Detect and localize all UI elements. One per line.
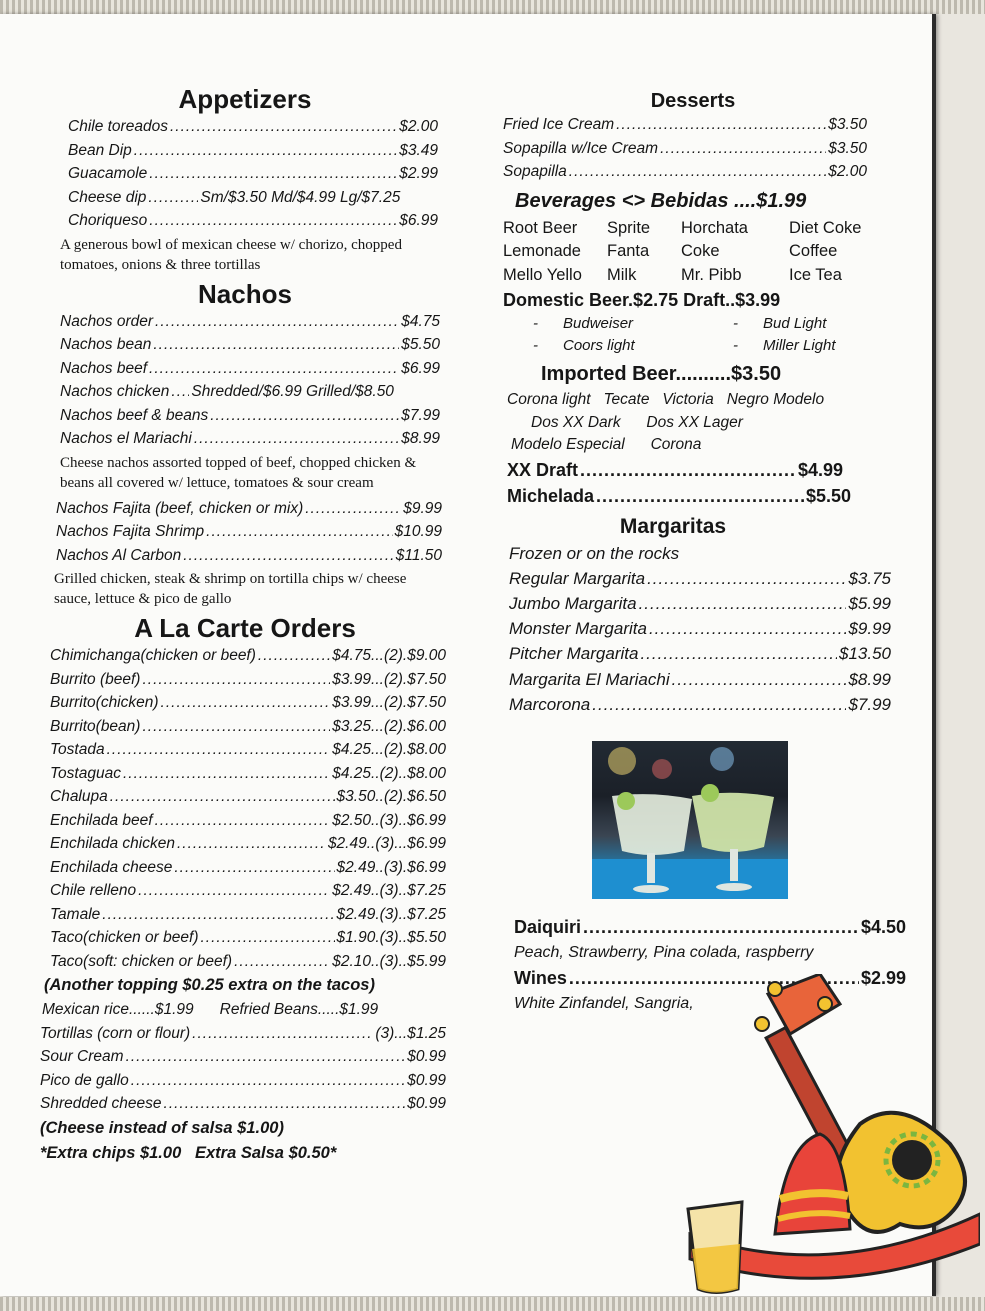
menu-item bbox=[50, 715, 446, 739]
menu-item bbox=[50, 879, 446, 903]
item-price: $1.90.(3)..$5.50 bbox=[336, 929, 446, 946]
item-price: $3.50..(2).$6.50 bbox=[336, 788, 446, 805]
menu-item: Nachos bean ..... $5.50 bbox=[60, 333, 440, 357]
desserts-heading: Desserts bbox=[650, 90, 736, 112]
item-price: $2.49.(3)..$7.25 bbox=[336, 905, 446, 923]
item-name: Enchilada beef bbox=[50, 811, 153, 829]
item-price: $4.25..(2)..$8.00 bbox=[332, 764, 446, 782]
menu-item: Cheese dip ..... Sm/$3.50 Md/$4.99 Lg/$7.25 bbox=[68, 186, 438, 210]
beverage-grid bbox=[503, 217, 903, 288]
menu-item bbox=[50, 644, 446, 668]
item-price: $2.50..(3)..$6.99 bbox=[332, 811, 446, 829]
item-price: $3.75 bbox=[848, 568, 891, 588]
leader-dots bbox=[138, 879, 330, 903]
nachos-heading: Nachos bbox=[198, 278, 292, 309]
leader-dots bbox=[592, 692, 846, 717]
item-name: Burrito(chicken) bbox=[50, 694, 159, 711]
menu-item bbox=[50, 785, 446, 809]
beverage-item: Mr. Pibb bbox=[681, 265, 742, 284]
menu-item bbox=[40, 1045, 446, 1069]
item-price: $5.99 bbox=[848, 593, 891, 613]
item-name: Pico de gallo bbox=[40, 1071, 129, 1089]
beverage-item: Sprite bbox=[607, 218, 651, 237]
menu-item bbox=[40, 1022, 446, 1046]
menu-item bbox=[50, 738, 446, 762]
menu-item: Guacamole ..... $2.99 bbox=[68, 162, 438, 186]
menu-item: Nachos order ..... $4.75 bbox=[60, 310, 440, 334]
beverage-item: Fanta bbox=[607, 242, 650, 260]
glass-icon bbox=[688, 1202, 742, 1293]
item-description: Grilled chicken, steak & shrimp on tortilla chips w/ cheese sauce, lettuce & pico de gallo bbox=[54, 571, 407, 607]
item-price: $0.99 bbox=[407, 1048, 446, 1065]
leader-dots bbox=[672, 667, 847, 692]
imported-beer-line: Corona light Tecate Victoria Negro Modelo bbox=[507, 391, 825, 408]
menu-item: Nachos chicken ..... Shredded/$6.99 Grilled/$8.50 bbox=[60, 380, 440, 404]
margaritas-subtitle: Frozen or on the rocks bbox=[509, 543, 680, 563]
menu-item bbox=[40, 1069, 446, 1093]
domestic-beer-item: Coors light bbox=[563, 337, 635, 354]
domestic-beer-item: Budweiser bbox=[563, 315, 634, 332]
beverages-heading: Beverages <> Bebidas ....$1.99 bbox=[515, 189, 807, 212]
leader-dots bbox=[123, 762, 330, 786]
item-price: $8.99 bbox=[848, 669, 891, 689]
menu-item: Nachos Al Carbon ..... $11.50 bbox=[56, 544, 442, 568]
menu-item bbox=[509, 616, 891, 641]
rice-beans-row bbox=[42, 998, 442, 1022]
sides-list bbox=[40, 1022, 446, 1116]
leader-dots bbox=[131, 1069, 405, 1093]
item-name: Jumbo Margarita bbox=[509, 593, 637, 613]
item-name: Taco(soft: chicken or beef) bbox=[50, 952, 233, 970]
item-price: (3)...$1.25 bbox=[375, 1024, 446, 1042]
topping-note: (Another topping $0.25 extra on the tacos) bbox=[44, 976, 375, 994]
item-price: $7.99 bbox=[848, 694, 891, 714]
daiquiri: Daiquiri ..... $4.50 bbox=[514, 914, 906, 940]
menu-item: Choriqueso ..... $6.99 bbox=[68, 209, 438, 233]
leader-dots bbox=[174, 856, 334, 880]
leader-dots bbox=[155, 809, 331, 833]
item-name: Sour Cream bbox=[40, 1048, 124, 1065]
menu-item bbox=[509, 591, 891, 616]
menu-item bbox=[509, 641, 891, 666]
menu-item: Fried Ice Cream ..... $3.50 bbox=[503, 113, 867, 137]
margarita-list bbox=[509, 566, 891, 718]
item-description: Cheese nachos assorted topped of beef, chopped chicken & beans all covered w/ lettuce, tomatoes & sour cream bbox=[60, 454, 417, 491]
item-name: Tostada bbox=[50, 741, 105, 758]
menu-item: Nachos el Mariachi ..... $8.99 bbox=[60, 427, 440, 451]
refried-beans: Refried Beans.....$1.99 bbox=[219, 1001, 379, 1018]
item-price: $4.75...(2).$9.00 bbox=[332, 647, 446, 664]
alacarte-heading: A La Carte Orders bbox=[134, 613, 356, 643]
menu-item: Nachos Fajita Shrimp ..... $10.99 bbox=[56, 520, 442, 544]
item-name: Chalupa bbox=[50, 788, 108, 805]
item-name: Tostaguac bbox=[50, 764, 121, 782]
cheese-note: (Cheese instead of salsa $1.00) bbox=[40, 1118, 284, 1137]
domestic-beer-item: Bud Light bbox=[763, 315, 827, 332]
item-name: Shredded cheese bbox=[40, 1095, 162, 1112]
leader-dots bbox=[192, 1022, 373, 1046]
leader-dots bbox=[639, 591, 847, 616]
menu-item bbox=[509, 692, 891, 717]
leader-dots bbox=[258, 644, 330, 668]
item-name: Marcorona bbox=[509, 694, 591, 714]
beverage-item: Diet Coke bbox=[789, 218, 862, 237]
menu-item: Nachos beef ..... $6.99 bbox=[60, 357, 440, 381]
item-price: $3.25...(2).$6.00 bbox=[332, 717, 446, 735]
item-name: Chimichanga(chicken or beef) bbox=[50, 647, 256, 664]
menu-item bbox=[50, 950, 446, 974]
mexican-rice: Mexican rice......$1.99 bbox=[42, 1001, 194, 1018]
domestic-beer-item: - bbox=[733, 315, 738, 332]
menu-item bbox=[50, 926, 446, 950]
wines: Wines ..... $2.99 bbox=[514, 965, 906, 991]
margaritas-heading: Margaritas bbox=[619, 514, 727, 538]
left-column bbox=[40, 84, 450, 1166]
menu-item bbox=[509, 566, 891, 591]
item-price: $2.49..(3).$6.99 bbox=[336, 858, 446, 876]
beverage-item: Coke bbox=[681, 242, 720, 260]
item-name: Chile relleno bbox=[50, 882, 137, 899]
item-price: $3.99...(2).$7.50 bbox=[332, 670, 446, 688]
page-edge-top bbox=[0, 0, 985, 14]
menu-item: Sopapilla ..... $2.00 bbox=[503, 160, 867, 184]
right-column bbox=[503, 90, 903, 717]
menu-item bbox=[509, 667, 891, 692]
menu-item bbox=[50, 668, 446, 692]
menu-item bbox=[50, 832, 446, 856]
item-name: Tamale bbox=[50, 905, 101, 923]
leader-dots bbox=[126, 1045, 406, 1069]
item-name: Burrito (beef) bbox=[50, 670, 141, 688]
item-name: Margarita El Mariachi bbox=[509, 669, 670, 689]
page-edge-bottom bbox=[0, 1297, 985, 1311]
leader-dots bbox=[107, 738, 331, 762]
leader-dots bbox=[161, 691, 331, 715]
menu-item bbox=[50, 809, 446, 833]
menu-item bbox=[40, 1092, 446, 1116]
item-name: Tortillas (corn or flour) bbox=[40, 1024, 191, 1042]
imported-beer-line: Dos XX Dark Dos XX Lager bbox=[531, 413, 743, 431]
margarita-glasses-image bbox=[592, 741, 788, 899]
domestic-beer-item: - bbox=[533, 337, 538, 354]
menu-item: Chile toreados ..... $2.00 bbox=[68, 115, 438, 139]
item-price: $2.49..(3)...$6.99 bbox=[327, 835, 446, 852]
daiquiri-flavors: Peach, Strawberry, Pina colada, raspberry bbox=[514, 944, 814, 961]
menu-item bbox=[50, 903, 446, 927]
item-price: $2.49..(3)..$7.25 bbox=[332, 882, 446, 899]
item-name: Enchilada chicken bbox=[50, 835, 175, 852]
menu-item bbox=[50, 691, 446, 715]
imported-beer-heading: Imported Beer..........$3.50 bbox=[541, 363, 782, 385]
guitar-sombrero-illustration bbox=[680, 974, 980, 1304]
xx-draft: XX Draft ..... $4.99 bbox=[507, 457, 843, 483]
menu-item: Bean Dip ..... $3.49 bbox=[68, 139, 438, 163]
beverage-item: Mello Yello bbox=[503, 265, 582, 284]
item-price: $9.99 bbox=[848, 619, 891, 639]
item-price: $2.10..(3)..$5.99 bbox=[332, 952, 446, 970]
item-name: Taco(chicken or beef) bbox=[50, 929, 199, 946]
alacarte-list bbox=[50, 644, 446, 973]
menu-item bbox=[50, 856, 446, 880]
leader-dots bbox=[177, 832, 326, 856]
beverage-item: Ice Tea bbox=[789, 265, 842, 284]
item-price: $3.99...(2).$7.50 bbox=[332, 694, 446, 711]
item-description: A generous bowl of mexican cheese w/ chorizo, chopped tomatoes, onions & three tortillas bbox=[60, 236, 402, 273]
domestic-beer-item: Miller Light bbox=[763, 337, 836, 354]
item-name: Monster Margarita bbox=[509, 619, 647, 639]
beverage-item: Horchata bbox=[681, 218, 748, 237]
margarita-photo bbox=[592, 741, 788, 899]
menu-item: Nachos beef & beans ..... $7.99 bbox=[60, 404, 440, 428]
item-price: $0.99 bbox=[407, 1071, 446, 1089]
domestic-beer-list bbox=[533, 313, 903, 357]
domestic-beer: Domestic Beer.$2.75 Draft..$3.99 bbox=[503, 290, 781, 310]
leader-dots bbox=[142, 668, 330, 692]
michelada: Michelada ..... $5.50 bbox=[507, 483, 851, 509]
wine-types: White Zinfandel, Sangria, bbox=[514, 995, 694, 1012]
leader-dots bbox=[102, 903, 334, 927]
item-name: Regular Margarita bbox=[509, 568, 646, 588]
extras-note: *Extra chips $1.00 Extra Salsa $0.50* bbox=[40, 1143, 337, 1162]
leader-dots bbox=[640, 641, 837, 666]
item-name: Pitcher Margarita bbox=[509, 644, 639, 664]
domestic-beer-item: - bbox=[733, 337, 738, 354]
item-name: Burrito(bean) bbox=[50, 717, 141, 735]
beverage-item: Milk bbox=[607, 265, 637, 284]
leader-dots bbox=[164, 1092, 406, 1116]
domestic-beer-item: - bbox=[533, 315, 538, 332]
leader-dots bbox=[200, 926, 334, 950]
menu-page bbox=[0, 14, 936, 1296]
menu-item bbox=[50, 762, 446, 786]
imported-beer-line: Modelo Especial Corona bbox=[511, 436, 702, 453]
leader-dots bbox=[142, 715, 330, 739]
appetizers-heading: Appetizers bbox=[178, 84, 312, 114]
menu-item: Sopapilla w/Ice Cream ..... $3.50 bbox=[503, 137, 867, 161]
beverage-item: Root Beer bbox=[503, 218, 578, 237]
leader-dots bbox=[649, 616, 847, 641]
beverage-item: Lemonade bbox=[503, 242, 581, 260]
menu-item: Nachos Fajita (beef, chicken or mix) ..... $9.99 bbox=[56, 497, 442, 521]
leader-dots bbox=[110, 785, 335, 809]
leader-dots bbox=[647, 566, 846, 591]
item-price: $4.25...(2).$8.00 bbox=[332, 741, 446, 758]
beverage-item: Coffee bbox=[789, 242, 838, 260]
item-price: $0.99 bbox=[407, 1095, 446, 1112]
item-name: Enchilada cheese bbox=[50, 858, 173, 876]
leader-dots bbox=[234, 950, 330, 974]
item-price: $13.50 bbox=[839, 644, 891, 664]
